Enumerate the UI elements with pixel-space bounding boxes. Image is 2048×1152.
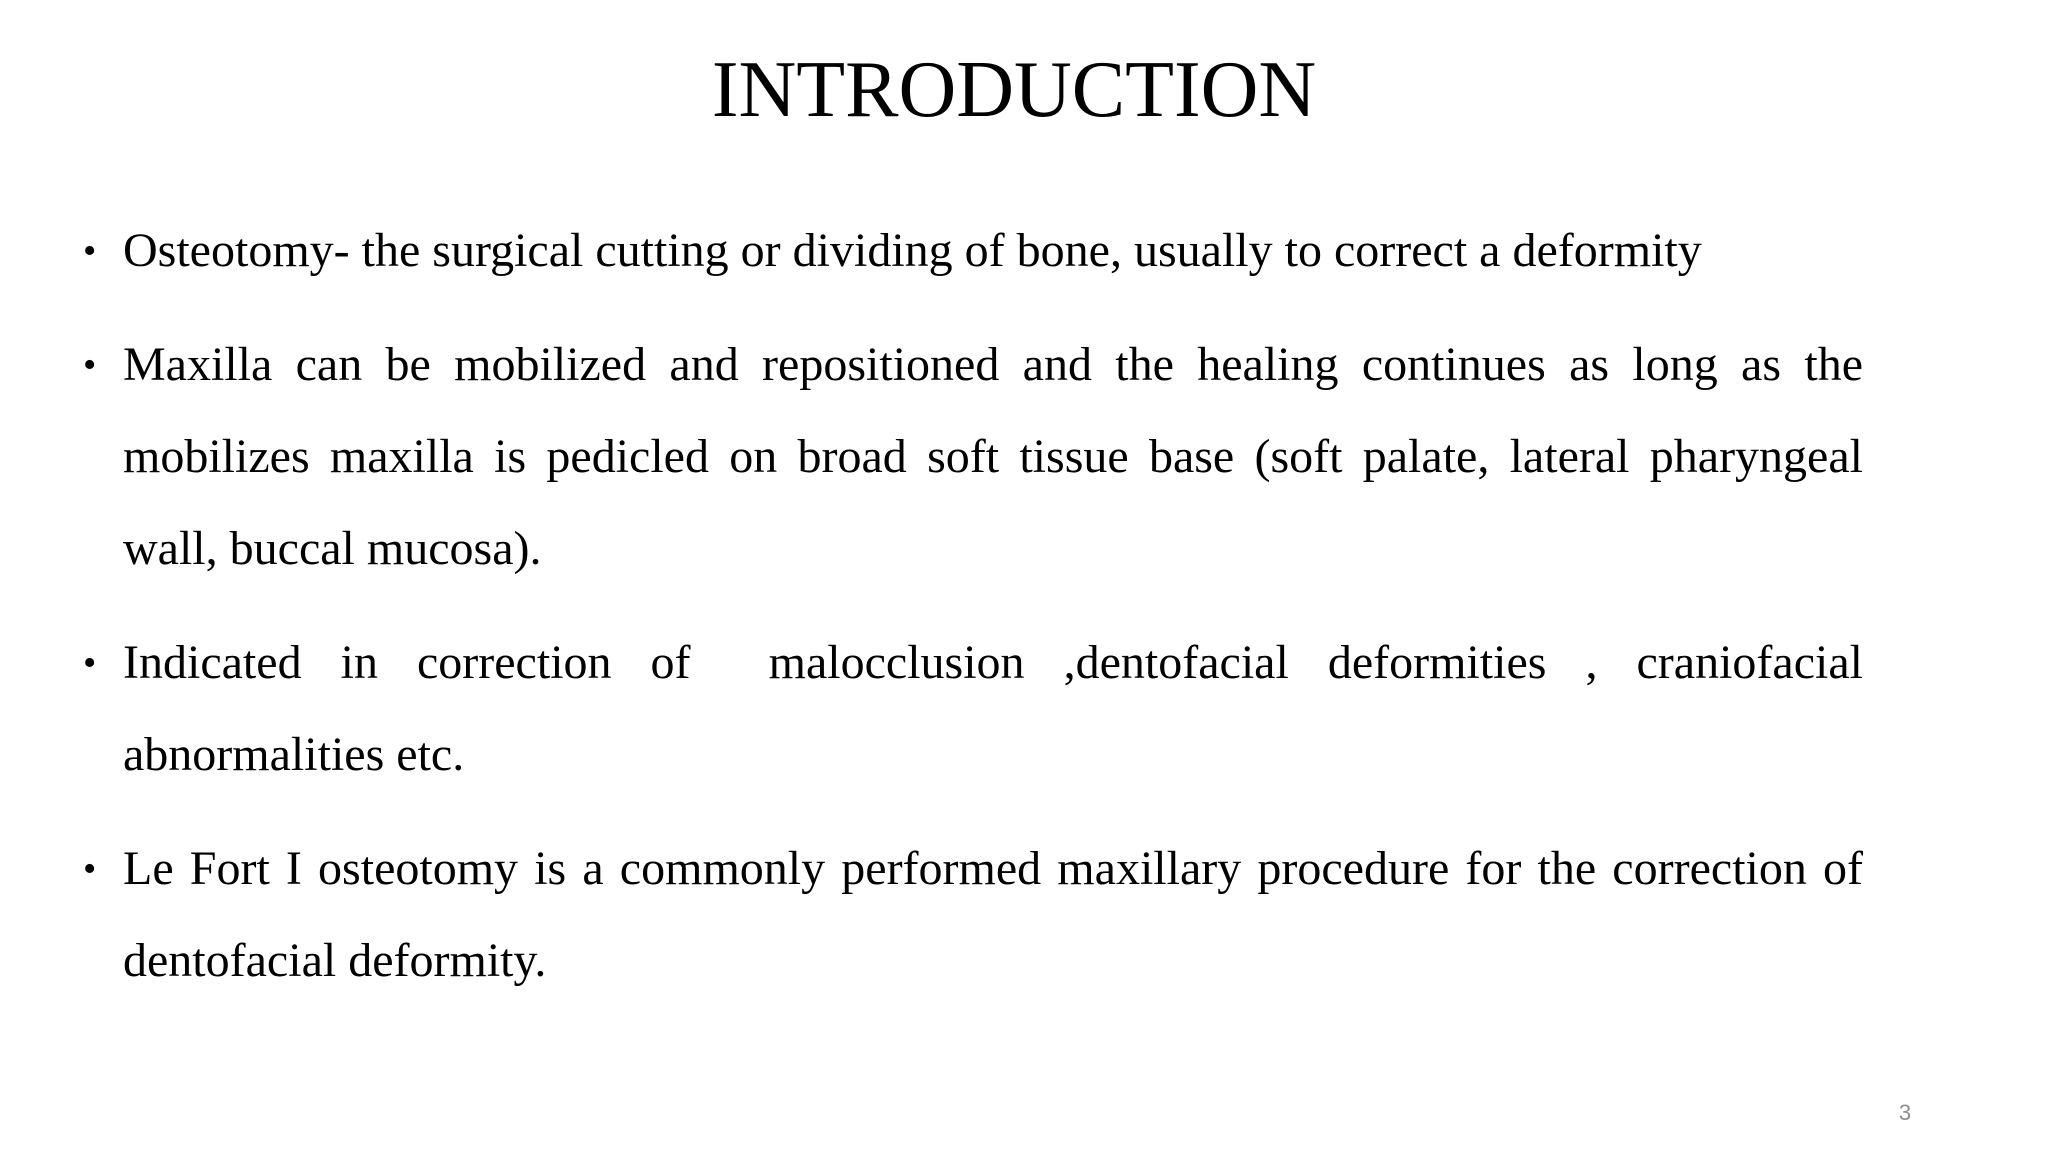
bullet-text: Le Fort I osteotomy is a commonly performed maxillary procedure for the correction of dentofacial deformity. xyxy=(123,842,1863,987)
bullet-item-osteotomy xyxy=(83,205,1863,297)
bullet-list xyxy=(83,205,1875,1029)
page-number: 3 xyxy=(1898,1100,1912,1125)
bullet-item-indications xyxy=(83,617,1875,801)
bullet-marker: • xyxy=(83,230,97,272)
bullet-marker: • xyxy=(83,642,97,684)
bullet-text: Indicated in correction of malocclusion ,dentofacial deformities , craniofacial abnormalities etc. xyxy=(123,636,1875,781)
bullet-item-le-fort xyxy=(83,823,1863,1007)
slide-title: INTRODUCTION xyxy=(711,46,1317,134)
bullet-marker: • xyxy=(83,848,97,890)
bullet-text: Maxilla can be mobilized and repositioned and the healing continues as long as the mobilizes maxilla is pedicled on broad soft tissue base (soft palate, lateral pharyngeal wall, buccal mucosa). xyxy=(123,338,1863,575)
bullet-item-maxilla xyxy=(83,319,1863,595)
bullet-marker: • xyxy=(83,344,97,386)
bullet-text: Osteotomy- the surgical cutting or dividing of bone, usually to correct a deformity xyxy=(123,224,1702,277)
